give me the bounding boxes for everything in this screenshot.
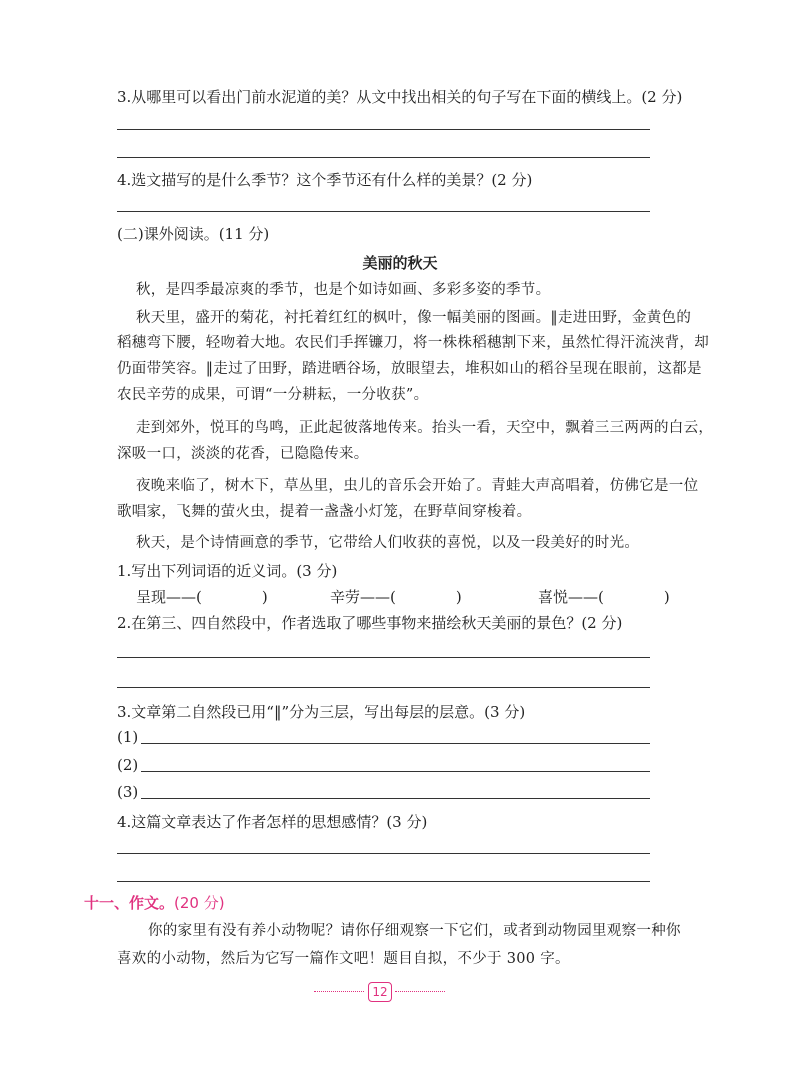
synonym-item-chengxian: 呈现——( ): [136, 588, 268, 606]
passage-line: 秋，是四季最凉爽的季节，也是个如诗如画、多彩多姿的季节。: [136, 282, 551, 298]
passage-title: 美丽的秋天: [362, 254, 438, 272]
layer-label-3: (3): [117, 783, 139, 801]
passage-line: 稻穗弯下腰，轻吻着大地。农民们手挥镰刀，将一株株稻穗割下来，虽然忙得汗流浃背，却: [117, 335, 709, 351]
composition-prompt-line: 你的家里有没有养小动物呢？请你仔细观察一下它们，或者到动物园里观察一种你: [148, 923, 681, 939]
section-heading-reading: (二)课外阅读。(11 分): [117, 225, 270, 243]
answer-line: [117, 157, 650, 158]
answer-line: [117, 881, 650, 882]
footer-dotted-line-right: [395, 991, 445, 992]
reading-question-2-text: 2.在第三、四自然段中，作者选取了哪些事物来描绘秋天美丽的景色？(2 分): [117, 614, 623, 632]
footer-dotted-line-left: [314, 991, 364, 992]
passage-line: 仍面带笑容。‖走过了田野，踏进晒谷场，放眼望去，堆积如山的稻谷呈现在眼前，这都是: [117, 361, 702, 377]
reading-question-1-text: 1.写出下列词语的近义词。(3 分): [117, 562, 338, 580]
question-4-text: 4.选文描写的是什么季节？这个季节还有什么样的美景？(2 分): [117, 171, 533, 189]
answer-line: [117, 129, 650, 130]
synonym-item-xiyue: 喜悦——( ): [538, 588, 670, 606]
composition-heading-label: 十一、作文。: [84, 894, 175, 912]
reading-question-4-text: 4.这篇文章表达了作者怎样的思想感情？(3 分): [117, 813, 428, 831]
passage-line: 深吸一口，淡淡的花香，已隐隐传来。: [117, 446, 369, 462]
passage-line: 歌唱家，飞舞的萤火虫，提着一盏盏小灯笼，在野草间穿梭着。: [117, 504, 532, 520]
reading-question-3-text: 3.文章第二自然段已用“‖”分为三层，写出每层的层意。(3 分): [117, 703, 526, 721]
passage-line: 夜晚来临了，树木下，草丛里，虫儿的音乐会开始了。青蛙大声高唱着，仿佛它是一位: [136, 478, 699, 494]
question-3-text: 3.从哪里可以看出门前水泥道的美？从文中找出相关的句子写在下面的横线上。(2 分): [117, 88, 683, 106]
answer-line: [141, 798, 650, 799]
answer-line: [141, 771, 650, 772]
composition-points: (20 分): [174, 894, 225, 912]
passage-line: 秋天里，盛开的菊花，衬托着红红的枫叶，像一幅美丽的图画。‖走进田野，金黄色的: [136, 310, 692, 326]
layer-label-1: (1): [117, 728, 139, 746]
answer-line: [141, 743, 650, 744]
layer-label-2: (2): [117, 756, 139, 774]
section-heading-composition: [84, 893, 225, 913]
page-number-badge: 12: [368, 982, 392, 1002]
answer-line: [117, 657, 650, 658]
composition-prompt-line: 喜欢的小动物，然后为它写一篇作文吧！题目自拟，不少于 300 字。: [117, 951, 570, 967]
synonym-item-xinlao: 辛劳——( ): [330, 588, 462, 606]
answer-line: [117, 853, 650, 854]
passage-line: 走到郊外，悦耳的鸟鸣，正此起彼落地传来。抬头一看，天空中，飘着三三两两的白云，: [136, 420, 714, 436]
passage-line: 农民辛劳的成果，可谓“一分耕耘，一分收获”。: [117, 387, 429, 403]
answer-line: [117, 687, 650, 688]
passage-line: 秋天，是个诗情画意的季节，它带给人们收获的喜悦，以及一段美好的时光。: [136, 535, 640, 551]
answer-line: [117, 211, 650, 212]
